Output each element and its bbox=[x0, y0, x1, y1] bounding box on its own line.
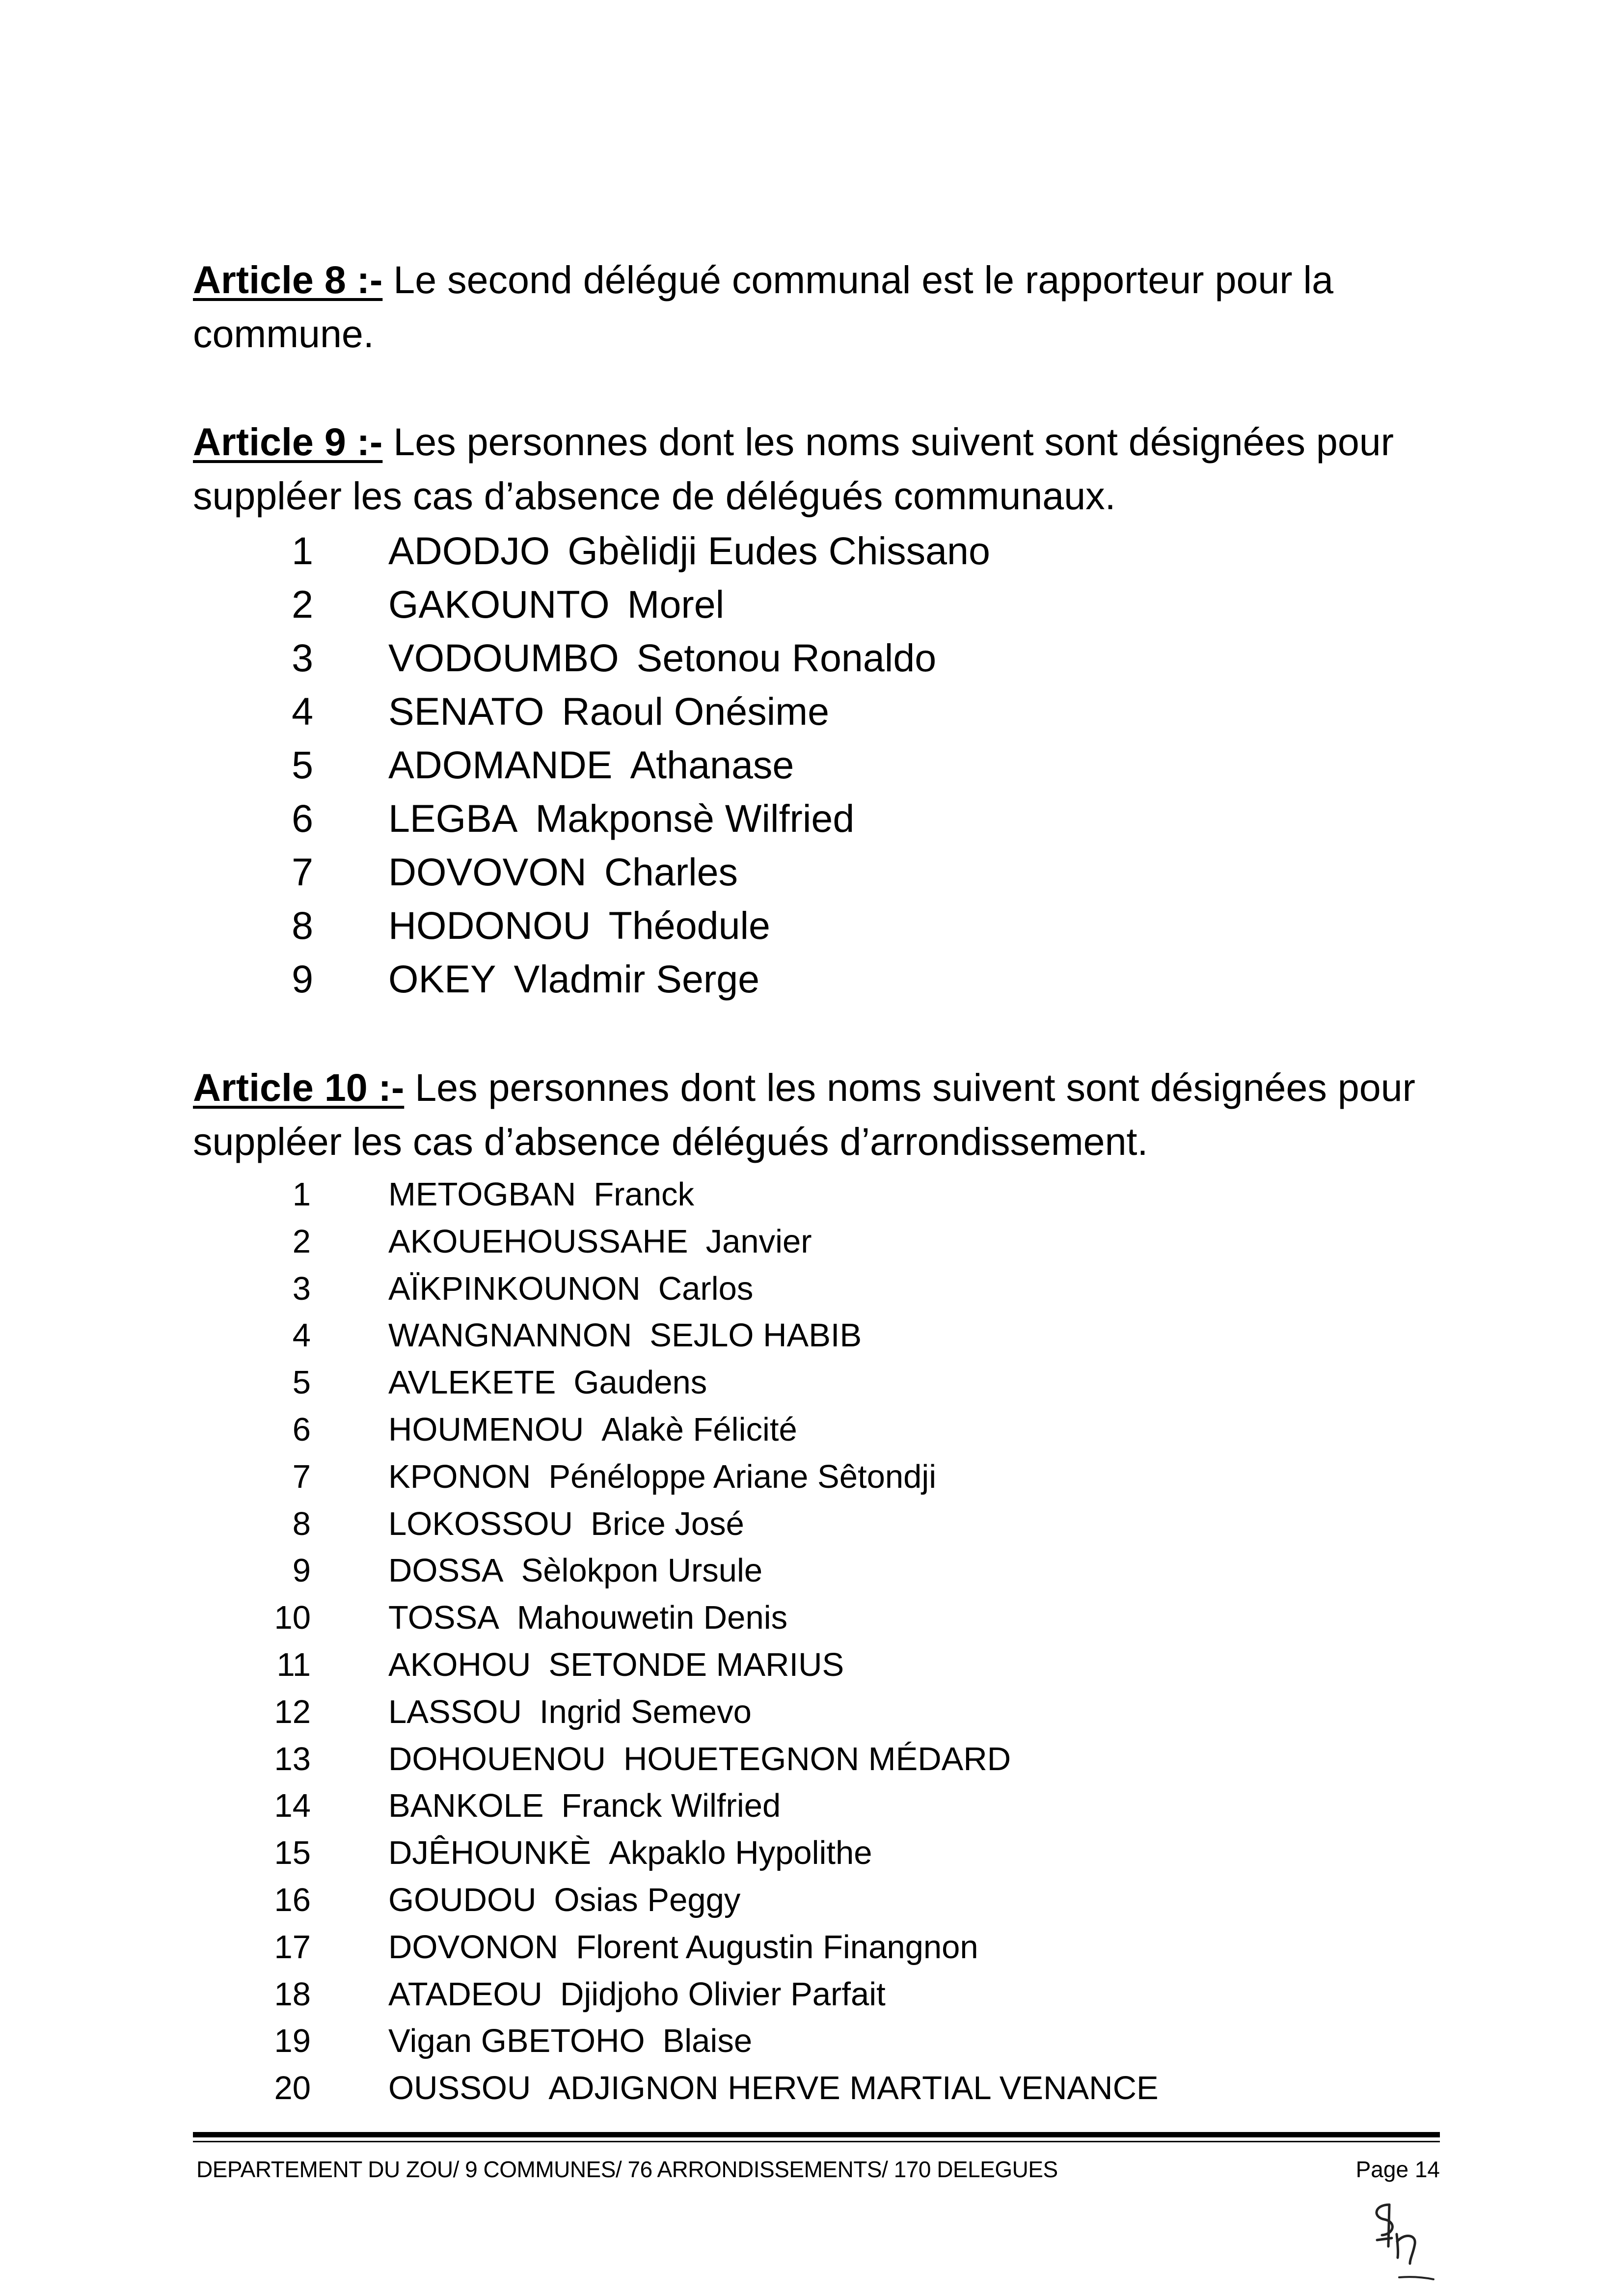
article-9-entry bbox=[193, 899, 1440, 952]
entry-first-name: Setonou Ronaldo bbox=[636, 636, 937, 680]
article-9-entry bbox=[193, 631, 1440, 684]
entry-last-name: METOGBAN bbox=[388, 1176, 576, 1213]
article-10-entry bbox=[193, 1312, 1440, 1359]
entry-name bbox=[388, 1453, 936, 1501]
entry-first-name: Charles bbox=[604, 850, 738, 894]
entry-number: 11 bbox=[276, 1646, 311, 1683]
entry-name bbox=[388, 1547, 762, 1594]
entry-first-name: Franck bbox=[594, 1176, 694, 1213]
article-10-entry bbox=[193, 1594, 1440, 1641]
article-9-entry bbox=[193, 577, 1440, 631]
entry-first-name: Alakè Félicité bbox=[601, 1411, 797, 1448]
footer-rule-thin bbox=[193, 2141, 1440, 2142]
entry-last-name: VODOUMBO bbox=[388, 636, 619, 680]
article-10-text: Les personnes dont les noms suivent sont désignées pour suppléer les cas d’absence délégués d’arrondissement. bbox=[193, 1066, 1415, 1163]
article-10-entry bbox=[193, 2065, 1440, 2112]
entry-name bbox=[388, 738, 794, 792]
page-number: Page 14 bbox=[1355, 2157, 1440, 2182]
entry-name bbox=[388, 1924, 978, 1971]
article-10-entry bbox=[193, 1218, 1440, 1265]
entry-number: 13 bbox=[274, 1740, 311, 1777]
entry-first-name: SETONDE MARIUS bbox=[548, 1646, 844, 1683]
article-10-entry bbox=[193, 1782, 1440, 1830]
entry-number: 8 bbox=[292, 1505, 311, 1542]
entry-last-name: AKOHOU bbox=[388, 1646, 531, 1683]
entry-number: 15 bbox=[274, 1834, 311, 1872]
entry-name bbox=[388, 1877, 740, 1924]
article-9-entry bbox=[193, 792, 1440, 845]
entry-first-name: Gaudens bbox=[573, 1364, 707, 1401]
entry-last-name: GOUDOU bbox=[388, 1881, 537, 1918]
entry-number: 18 bbox=[274, 1975, 311, 2013]
article-10-entry bbox=[193, 1359, 1440, 1406]
entry-number: 5 bbox=[292, 743, 313, 787]
article-10-entry bbox=[193, 1924, 1440, 1971]
article-9-entry bbox=[193, 524, 1440, 577]
entry-first-name: Osias Peggy bbox=[554, 1881, 741, 1918]
entry-first-name: Djidjoho Olivier Parfait bbox=[560, 1975, 886, 2013]
article-9 bbox=[193, 415, 1440, 523]
entry-name bbox=[388, 952, 759, 1006]
article-10-list bbox=[193, 1171, 1440, 2112]
entry-last-name: HODONOU bbox=[388, 903, 591, 947]
entry-last-name: ATADEOU bbox=[388, 1975, 542, 2013]
entry-number: 2 bbox=[292, 582, 313, 626]
entry-number: 5 bbox=[292, 1364, 311, 1401]
entry-number: 19 bbox=[274, 2023, 311, 2060]
entry-last-name: LASSOU bbox=[388, 1693, 522, 1730]
entry-last-name: AVLEKETE bbox=[388, 1364, 556, 1401]
entry-last-name: DOVOVON bbox=[388, 850, 587, 894]
entry-number: 4 bbox=[292, 689, 313, 733]
entry-name bbox=[388, 845, 738, 899]
entry-number: 16 bbox=[274, 1881, 311, 1918]
entry-last-name: HOUMENOU bbox=[388, 1411, 584, 1448]
article-9-entry bbox=[193, 684, 1440, 738]
entry-name bbox=[388, 524, 990, 577]
article-10-label: Article 10 :- bbox=[193, 1066, 405, 1109]
article-9-label: Article 9 :- bbox=[193, 420, 383, 464]
entry-name bbox=[388, 1830, 872, 1877]
entry-first-name: Akpaklo Hypolithe bbox=[609, 1834, 872, 1872]
entry-first-name: Raoul Onésime bbox=[562, 689, 830, 733]
entry-name bbox=[388, 1971, 886, 2018]
entry-number: 1 bbox=[292, 1176, 311, 1213]
article-10 bbox=[193, 1061, 1440, 1169]
article-10-entry bbox=[193, 1971, 1440, 2018]
entry-name bbox=[388, 1782, 781, 1830]
entry-last-name: Vigan GBETOHO bbox=[388, 2023, 645, 2060]
entry-name bbox=[388, 1594, 787, 1641]
article-10-entry bbox=[193, 1501, 1440, 1548]
entry-number: 1 bbox=[292, 529, 313, 573]
article-10-entry bbox=[193, 1830, 1440, 1877]
entry-number: 3 bbox=[292, 636, 313, 680]
entry-first-name: HOUETEGNON MÉDARD bbox=[623, 1740, 1011, 1777]
entry-last-name: OKEY bbox=[388, 957, 496, 1001]
entry-first-name: Florent Augustin Finangnon bbox=[576, 1928, 978, 1966]
entry-first-name: Blaise bbox=[662, 2023, 753, 2060]
entry-name bbox=[388, 1171, 694, 1218]
entry-name bbox=[388, 1359, 707, 1406]
entry-first-name: Sèlokpon Ursule bbox=[521, 1552, 763, 1589]
entry-last-name: ADODJO bbox=[388, 529, 550, 573]
entry-first-name: SEJLO HABIB bbox=[649, 1317, 862, 1354]
entry-last-name: DJÊHOUNKÈ bbox=[388, 1834, 592, 1872]
article-10-entry bbox=[193, 1547, 1440, 1594]
article-10-entry bbox=[193, 1877, 1440, 1924]
article-10-entry bbox=[193, 1453, 1440, 1501]
article-9-entry bbox=[193, 952, 1440, 1006]
entry-name bbox=[388, 1218, 812, 1265]
article-10-entry bbox=[193, 1171, 1440, 1218]
entry-last-name: LOKOSSOU bbox=[388, 1505, 573, 1542]
article-9-entry bbox=[193, 738, 1440, 792]
article-10-entry bbox=[193, 1641, 1440, 1689]
entry-number: 7 bbox=[292, 850, 313, 894]
footer-text: DEPARTEMENT DU ZOU/ 9 COMMUNES/ 76 ARRONDISSEMENTS/ 170 DELEGUES bbox=[196, 2157, 1058, 2182]
entry-number: 20 bbox=[274, 2070, 311, 2107]
article-10-entry bbox=[193, 1736, 1440, 1783]
entry-last-name: ADOMANDE bbox=[388, 743, 613, 787]
entry-first-name: Franck Wilfried bbox=[561, 1787, 781, 1825]
entry-number: 9 bbox=[292, 1552, 311, 1589]
entry-number: 4 bbox=[292, 1317, 311, 1354]
entry-name bbox=[388, 1736, 1011, 1783]
entry-number: 8 bbox=[292, 903, 313, 947]
entry-first-name: Makponsè Wilfried bbox=[535, 796, 855, 840]
entry-name bbox=[388, 2065, 1159, 2112]
article-10-entry bbox=[193, 1265, 1440, 1312]
entry-last-name: AKOUEHOUSSAHE bbox=[388, 1223, 688, 1260]
entry-number: 14 bbox=[274, 1787, 311, 1825]
entry-name bbox=[388, 631, 936, 684]
entry-number: 10 bbox=[274, 1599, 311, 1637]
article-10-entry bbox=[193, 1406, 1440, 1453]
article-9-entry bbox=[193, 845, 1440, 899]
entry-name bbox=[388, 577, 724, 631]
entry-number: 3 bbox=[292, 1270, 311, 1307]
entry-last-name: OUSSOU bbox=[388, 2070, 531, 2107]
entry-first-name: Gbèlidji Eudes Chissano bbox=[568, 529, 990, 573]
entry-last-name: GAKOUNTO bbox=[388, 582, 610, 626]
entry-name bbox=[388, 899, 770, 952]
entry-first-name: Brice José bbox=[591, 1505, 744, 1542]
article-8 bbox=[193, 253, 1440, 361]
entry-last-name: TOSSA bbox=[388, 1599, 499, 1637]
entry-number: 7 bbox=[292, 1458, 311, 1495]
entry-last-name: KPONON bbox=[388, 1458, 531, 1495]
entry-last-name: WANGNANNON bbox=[388, 1317, 632, 1354]
entry-number: 17 bbox=[274, 1928, 311, 1966]
article-10-entry bbox=[193, 1689, 1440, 1736]
entry-first-name: Morel bbox=[627, 582, 725, 626]
entry-number: 2 bbox=[292, 1223, 311, 1260]
entry-number: 9 bbox=[292, 957, 313, 1001]
entry-first-name: Athanase bbox=[630, 743, 794, 787]
entry-last-name: AÏKPINKOUNON bbox=[388, 1270, 641, 1307]
entry-number: 6 bbox=[292, 1411, 311, 1448]
entry-name bbox=[388, 1641, 844, 1689]
entry-name bbox=[388, 792, 854, 845]
entry-last-name: LEGBA bbox=[388, 796, 518, 840]
entry-first-name: Théodule bbox=[608, 903, 770, 947]
article-8-text: Le second délégué communal est le rapporteur pour la commune. bbox=[193, 258, 1334, 355]
entry-first-name: Vladmir Serge bbox=[514, 957, 760, 1001]
entry-name bbox=[388, 1312, 862, 1359]
footer-rule bbox=[193, 2132, 1440, 2137]
article-9-list bbox=[193, 524, 1440, 1006]
entry-first-name: Janvier bbox=[705, 1223, 812, 1260]
entry-first-name: Mahouwetin Denis bbox=[516, 1599, 788, 1637]
entry-name bbox=[388, 1265, 753, 1312]
article-8-label: Article 8 :- bbox=[193, 258, 383, 301]
entry-first-name: Pénéloppe Ariane Sêtondji bbox=[548, 1458, 937, 1495]
entry-name bbox=[388, 1406, 797, 1453]
entry-number: 12 bbox=[274, 1693, 311, 1730]
entry-first-name: Carlos bbox=[658, 1270, 754, 1307]
entry-name bbox=[388, 1501, 744, 1548]
entry-name bbox=[388, 1689, 752, 1736]
entry-first-name: ADJIGNON HERVE MARTIAL VENANCE bbox=[548, 2070, 1159, 2107]
entry-name bbox=[388, 684, 829, 738]
entry-last-name: DOHOUENOU bbox=[388, 1740, 606, 1777]
article-9-text: Les personnes dont les noms suivent sont désignées pour suppléer les cas d’absence de délégués communaux. bbox=[193, 420, 1394, 518]
entry-first-name: Ingrid Semevo bbox=[539, 1693, 752, 1730]
entry-last-name: DOVONON bbox=[388, 1928, 559, 1966]
entry-number: 6 bbox=[292, 796, 313, 840]
handwritten-initials-signature bbox=[1355, 2195, 1438, 2283]
entry-last-name: BANKOLE bbox=[388, 1787, 544, 1825]
article-10-entry bbox=[193, 2018, 1440, 2065]
entry-name bbox=[388, 2018, 752, 2065]
entry-last-name: SENATO bbox=[388, 689, 544, 733]
entry-last-name: DOSSA bbox=[388, 1552, 504, 1589]
